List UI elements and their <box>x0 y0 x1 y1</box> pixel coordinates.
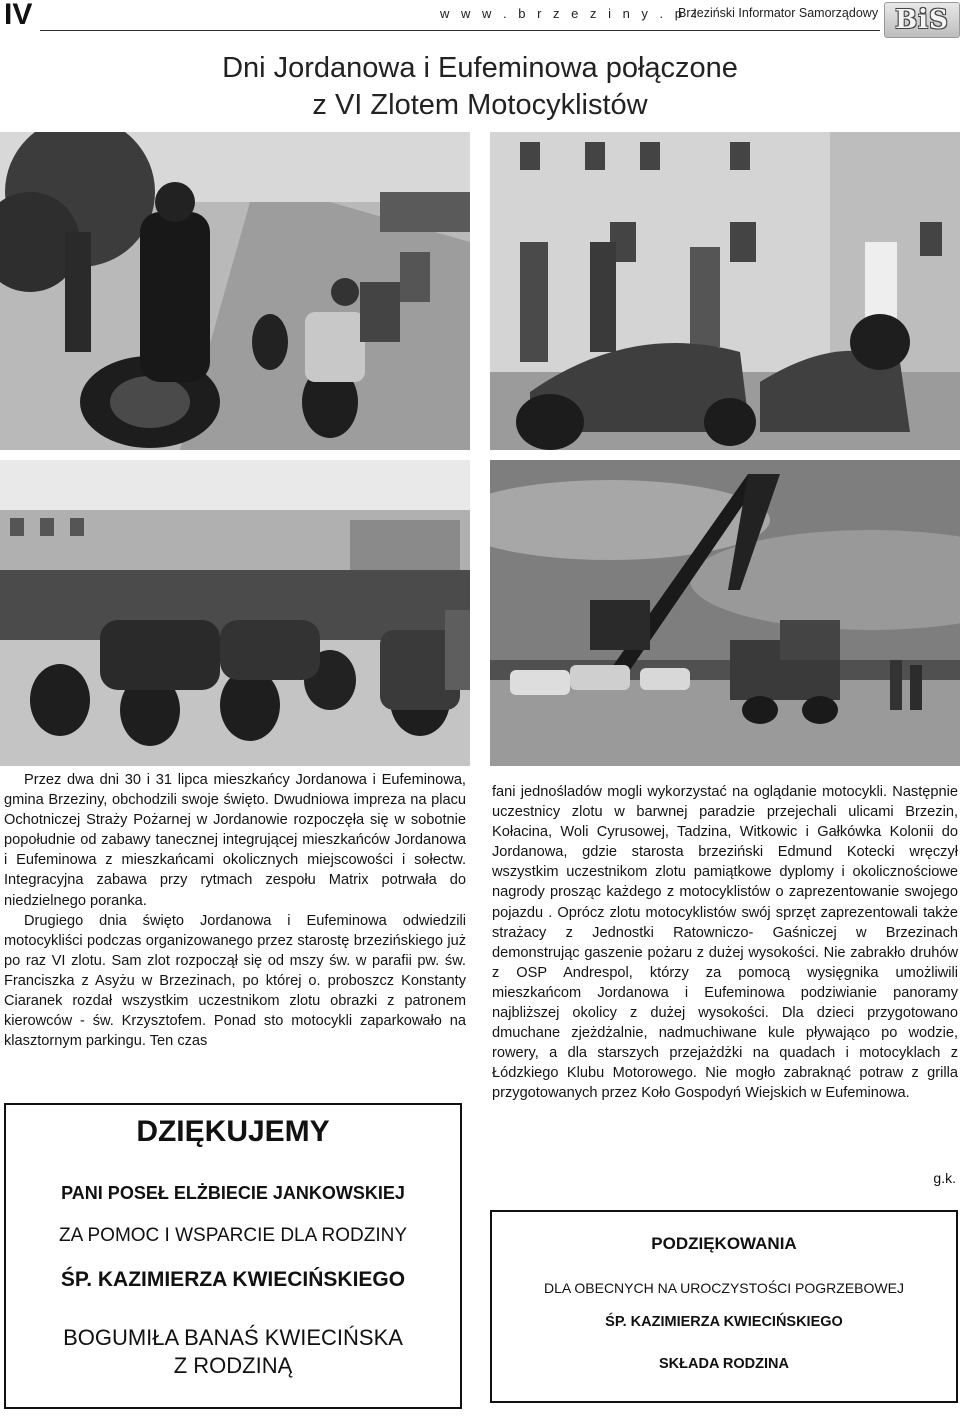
author-signature: g.k. <box>933 1170 956 1186</box>
photo-parked-motorcycles <box>0 460 470 766</box>
article-title-line-2: z VI Zlotem Motocyklistów <box>312 89 648 121</box>
thanks-signer-family: Z RODZINĄ <box>173 1353 293 1378</box>
photo-fire-brigade-crane <box>490 460 960 766</box>
condolence-deceased-name: ŚP. KAZIMIERZA KWIECIŃSKIEGO <box>605 1314 843 1330</box>
header-rule <box>40 30 880 31</box>
thanks-signer: BOGUMIŁA BANAŚ KWIECIŃSKA <box>63 1325 403 1350</box>
article-column-1 <box>4 770 466 1051</box>
publication-name: Brzeziński Informator Samorządowy <box>678 6 879 20</box>
article-paragraph: fani jednośladów mogli wykorzystać na oglądanie motocykli. Następnie uczestnicy zlotu w barwnej paradzie przejechali ulicami Brzezin, Kołacina, Woli Cyrusowej, Tadzina, Witkowic i Gałkówka Kolonii do Jordanowa, gdzie starosta brzeziński Edmund Kotecki wręczył wszystkim uczestnikom zlotu pamiątkowe dyplomy i okolicznościowe nagrody prosząc każdego z motocyklistów o zaprezentowanie swojego pojazdu . Oprócz zlotu motocyklistów swój sprzęt zaprezentowali także strażacy z Jednostki Ratowniczo- Gaśniczej w Brzezinach demonstrując gaszenie pożaru z dużej wysokości. Nie zabrakło druhów z OSP Andrespol, którzy za pomocą wysięgnika umożliwili mieszkańcom Jordanowa i Eufeminowa podziwianie panoramy najbliższej okolicy z dużej wysokości. Dla dzieci przygotowano dmuchane zjeżdżalnie, nadmuchiwane kule pływająco po wodzie, rowery, a dla starszych przejażdżki na quadach i motocyklach z Łódzkiego Klubu Motorowego. Nie mogło zabraknąć potraw z grilla przygotowanych przez Koło Gospodyń Wiejskich w Eufeminowa. <box>492 784 958 1102</box>
thanks-heading: DZIĘKUJEMY <box>136 1115 330 1148</box>
condolence-recipients: DLA OBECNYCH NA UROCZYSTOŚCI POGRZEBOWEJ <box>544 1280 904 1296</box>
article-title-line-1: Dni Jordanowa i Eufeminowa połączone <box>222 52 738 84</box>
condolence-heading: PODZIĘKOWANIA <box>651 1234 797 1253</box>
photo-sidecar-motorcycles <box>490 132 960 450</box>
thanks-recipient: PANI POSEŁ ELŻBIECIE JANKOWSKIEJ <box>61 1183 405 1203</box>
page-number: IV <box>4 0 33 31</box>
condolence-signer: SKŁADA RODZINA <box>659 1356 789 1372</box>
site-url: w w w . b r z e z i n y . p l <box>440 6 701 21</box>
thanks-box <box>4 1103 462 1409</box>
article-paragraph: Drugiego dnia święto Jordanowa i Eufeminowa odwiedzili motocykliści podczas organizowanego przez starostę brzezińskiego już po raz VI zlotu. Sam zlot rozpoczął się od mszy św. w parafii pw. św. Franciszka z Asyżu w Brzezinach, po której o. proboszcz Konstanty Ciaranek rozdał wszystkim uczestnikom zlotu obrazki z patronem kierowców - św. Krzysztofem. Ponad sto motocykli zaparkowało na klasztornym parkingu. Ten czas <box>4 912 466 1050</box>
bis-logo <box>884 2 960 38</box>
logo-text: BiS <box>895 5 949 35</box>
article-paragraph: Przez dwa dni 30 i 31 lipca mieszkańcy Jordanowa i Eufeminowa, gmina Brzeziny, obchodzili swoje święto. Dwudniowa impreza na placu Ochotniczej Straży Pożarnej w Jordanowie rozpoczęła się w sobotnie popołudnie od zabawy tanecznej integrującej mieszkańców Jordanowa i Eufeminowa z mieszkańcami okolicznych miejscowości i sołectw. Integracyjna zabawa przy rytmach zespołu Matrix potrwała do niedzielnego poranka. <box>4 772 466 909</box>
thanks-reason: ZA POMOC I WSPARCIE DLA RODZINY <box>58 1225 408 1246</box>
article-column-2 <box>492 782 958 1104</box>
thanks-deceased-name: ŚP. KAZIMIERZA KWIECIŃSKIEGO <box>60 1268 406 1291</box>
photo-motorcycle-parade <box>0 132 470 450</box>
condolence-box <box>490 1210 958 1403</box>
